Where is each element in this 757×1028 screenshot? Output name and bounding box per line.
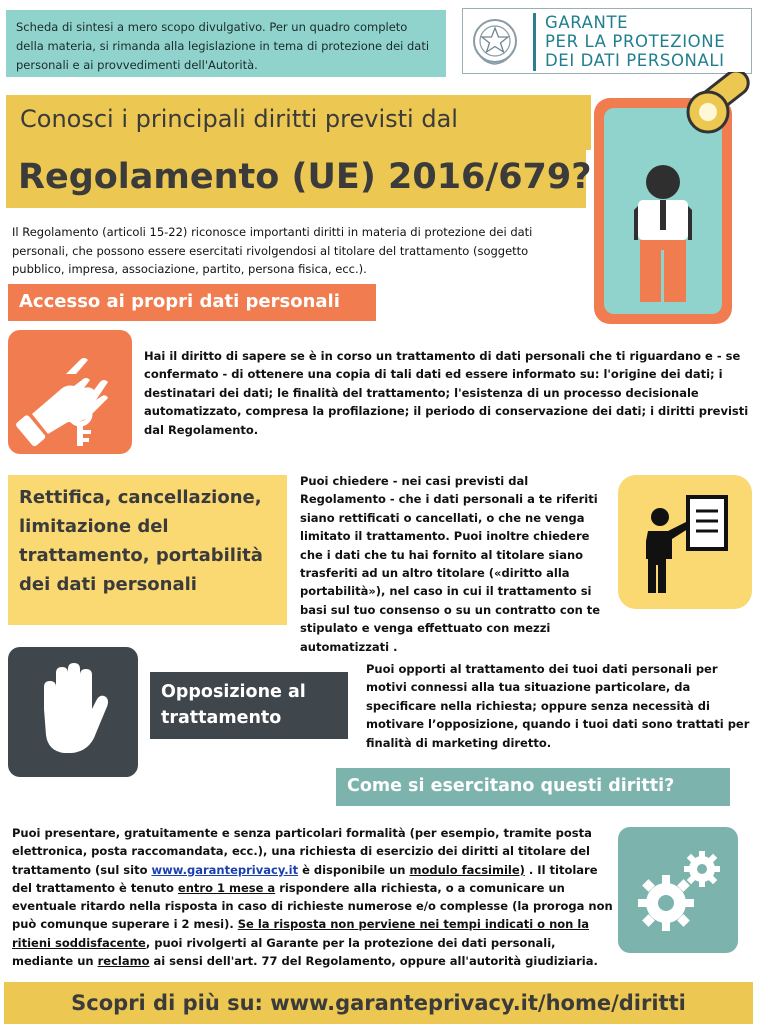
intro-text: Il Regolamento (articoli 15-22) riconosce importanti diritti in materia di protezione dei dati personali, che possono essere esercitati rivolgendosi al titolare del trattamento (soggetto pubblico, impresa, associazione, partito, persona fisica, ecc.). — [12, 225, 533, 276]
deadline-text: entro 1 mese a — [177, 880, 276, 895]
opposition-heading-box — [150, 672, 348, 739]
rectification-text: Puoi chiedere - nei casi previsti dal Regolamento - che i dati personali a te riferiti siano rettificati o cancellati, o che ne venga limitato il trattamento. Puoi inoltre chiedere che i dati che tu hai fornito al titolare siano trasferiti ad un altro titolare («diritto alla portabilità»), nel caso in cui il trattamento si basi sul tuo consenso o su un contratto con te stipulato e venga effettuato con mezzi automatizzati . — [300, 474, 601, 654]
footer-banner[interactable] — [4, 982, 753, 1024]
unsatisfactory-text: Se la risposta non perviene nei tempi indicati o non la ritieni soddisfacente — [12, 917, 590, 950]
reclamo-text: reclamo — [97, 954, 150, 969]
title-line-2: Regolamento (UE) 2016/679? — [6, 150, 586, 208]
logo-line-2: PER LA PROTEZIONE — [545, 32, 726, 51]
opposition-tile — [8, 647, 138, 777]
exercise-text-p3: . Il titolare del trattamento è tenuto — [12, 862, 598, 895]
gears-icon — [618, 827, 738, 953]
exercise-text-p6: ai sensi dell'art. 77 del Regolamento, oppure all'autorità giudiziaria. — [149, 954, 598, 969]
disclaimer-text: Scheda di sintesi a mero scopo divulgativo. Per un quadro completo della materia, si rimanda alla legislazione in tema di protezione dei dati personali e ai provvedimenti dell'Autorità. — [16, 20, 430, 72]
hand-key-icon — [8, 330, 132, 454]
id-card-icon — [588, 72, 754, 330]
exercise-text-p4: rispondere alla richiesta, o a comunicare un eventuale ritardo nella risposta in caso di richieste numerose e/o complesse (la proroga non può comunque superare i 2 mesi). — [12, 880, 613, 932]
opposition-text: Puoi opporti al trattamento dei tuoi dati personali per motivi connessi alla tua situazione particolare, da specificare nella richiesta; oppure senza necessità di motivare l’opposizione, quando i tuoi dati sono trattati per finalità di marketing diretto. — [366, 662, 750, 750]
modulo-facsimile-text: modulo facsimile) — [409, 862, 525, 877]
logo-separator — [533, 13, 536, 71]
garante-logo — [462, 8, 752, 74]
access-tile — [8, 330, 132, 454]
rectification-heading: Rettifica, cancellazione, limitazione del trattamento, portabilità dei dati personali — [19, 487, 263, 595]
garante-website-link[interactable]: www.garanteprivacy.it — [151, 862, 299, 877]
stop-hand-icon — [8, 647, 138, 777]
rectification-heading-box — [8, 475, 287, 625]
exercise-text-p2: è disponibile un — [298, 862, 410, 877]
footer-link-text[interactable]: Scopri di più su: www.garanteprivacy.it/home/diritti — [71, 991, 686, 1015]
access-text: Hai il diritto di sapere se è in corso un trattamento di dati personali che ti riguardano e - se confermato - di ottenere una copia di tali dati ed essere informato su: l'origine dei dati; i destinatari dei dati; le finalità del trattamento; l'esistenza di un processo decisionale automatizzato, compresa la profilazione; il periodo di conservazione dei dati; i diritti previsti dal Regolamento. — [144, 349, 749, 437]
exercise-heading: Come si esercitano questi diritti? — [336, 768, 730, 806]
access-heading: Accesso ai propri dati personali — [8, 284, 376, 321]
opposition-heading: Opposizione al trattamento — [161, 682, 306, 728]
rectification-tile — [618, 475, 752, 609]
person-document-icon — [618, 475, 752, 609]
logo-wordmark — [545, 13, 725, 70]
title-line-1: Conosci i principali diritti previsti dal — [6, 95, 591, 150]
exercise-text — [12, 824, 616, 970]
logo-line-3: DEI DATI PERSONALI — [545, 51, 725, 70]
exercise-text-p1: Puoi presentare, gratuitamente e senza particolari formalità (per esempio, tramite posta elettronica, posta raccomandata, ecc.), una richiesta di esercizio dei diritti al titolare del trattamento (sul sito — [12, 826, 592, 877]
republic-emblem-icon — [471, 15, 519, 67]
logo-line-1: GARANTE — [545, 13, 629, 32]
exercise-tile — [618, 827, 738, 953]
disclaimer-box — [6, 10, 446, 77]
exercise-text-p5: , puoi rivolgerti al Garante per la protezione dei dati personali, mediante un — [12, 935, 556, 969]
